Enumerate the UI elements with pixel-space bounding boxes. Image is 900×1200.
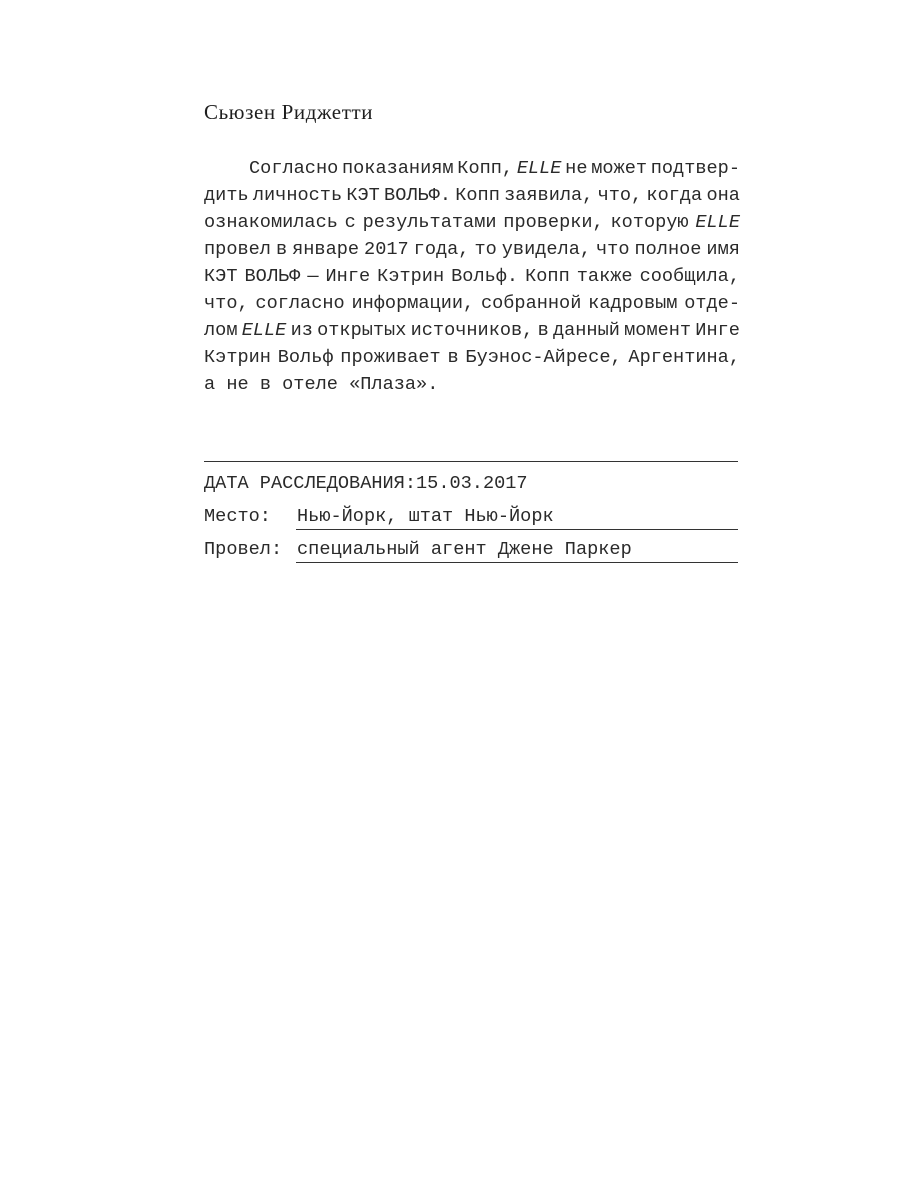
paragraph-word: она bbox=[706, 185, 740, 206]
place-row bbox=[204, 495, 738, 528]
paragraph-line bbox=[204, 263, 740, 290]
paragraph-line bbox=[204, 236, 740, 263]
paragraph-word: в bbox=[537, 320, 549, 341]
paragraph-line bbox=[204, 290, 740, 317]
paragraph-word: года, bbox=[413, 239, 470, 260]
paragraph-word: Согласно bbox=[249, 158, 339, 179]
paragraph-word: ВОЛЬФ. bbox=[384, 185, 451, 206]
paragraph-word: увидела, bbox=[501, 239, 592, 260]
place-field bbox=[296, 506, 738, 530]
paragraph-word: собранной bbox=[480, 293, 582, 314]
conducted-by-value: специальный агент Джене Паркер bbox=[297, 539, 632, 560]
conducted-by-label: Провел: bbox=[204, 539, 283, 560]
conducted-by-row bbox=[204, 528, 738, 561]
paragraph-word: ELLE bbox=[695, 212, 740, 233]
paragraph-word: Кэтрин bbox=[204, 347, 271, 368]
paragraph-word: момент bbox=[624, 320, 692, 341]
paragraph-word: в bbox=[275, 239, 288, 260]
paragraph-word: может bbox=[591, 158, 648, 179]
running-head: Сьюзен Риджетти bbox=[204, 100, 374, 124]
paragraph-word: Инге bbox=[695, 320, 740, 341]
paragraph-word: информации, bbox=[351, 293, 475, 314]
paragraph-word: когда bbox=[646, 185, 703, 206]
paragraph-word: проживает bbox=[340, 347, 441, 368]
paragraph-word: результатами bbox=[362, 212, 497, 233]
paragraph-word: Копп, bbox=[457, 158, 514, 179]
paragraph-word: Вольф bbox=[277, 347, 334, 368]
conducted-by-field bbox=[296, 539, 738, 563]
paragraph-line bbox=[204, 155, 740, 182]
investigation-date-row bbox=[204, 462, 738, 495]
paragraph-word: не bbox=[226, 374, 249, 395]
paragraph-word: Инге bbox=[325, 266, 371, 287]
paragraph-word: январе bbox=[292, 239, 360, 260]
paragraph-word: отеле bbox=[282, 374, 338, 395]
investigation-date-label: ДАТА РАССЛЕДОВАНИЯ: bbox=[204, 473, 417, 494]
paragraph-word: подтвер- bbox=[650, 158, 740, 179]
paragraph-word: данный bbox=[552, 320, 620, 341]
paragraph-word: которую bbox=[610, 212, 689, 233]
paragraph-word: ВОЛЬФ bbox=[244, 266, 301, 287]
paragraph-line bbox=[204, 371, 740, 398]
paragraph-word: сообщила, bbox=[639, 266, 740, 287]
paragraph-word: источников, bbox=[410, 320, 534, 341]
paragraph-word: КЭТ bbox=[346, 185, 380, 206]
paragraph-word: с bbox=[344, 212, 356, 233]
place-label: Место: bbox=[204, 506, 271, 527]
paragraph-line bbox=[204, 182, 740, 209]
investigation-date-value: 15.03.2017 bbox=[416, 473, 528, 494]
paragraph-line bbox=[204, 209, 740, 236]
paragraph-word: кадровым bbox=[588, 293, 678, 314]
paragraph-word: дить bbox=[204, 185, 249, 206]
paragraph-word: что, bbox=[597, 185, 643, 206]
paragraph-word: Копп bbox=[525, 266, 570, 287]
paragraph-word: Вольф. bbox=[451, 266, 519, 287]
paragraph-word: в bbox=[259, 374, 271, 395]
paragraph-word: из bbox=[290, 320, 313, 341]
paragraph-word: что, bbox=[204, 293, 249, 314]
paragraph-word: полное bbox=[634, 239, 702, 260]
place-value: Нью-Йорк, штат Нью-Йорк bbox=[297, 506, 554, 527]
paragraph-word: показаниям bbox=[341, 158, 454, 179]
paragraph-word: в bbox=[447, 347, 459, 368]
paragraph-word: что bbox=[596, 239, 630, 260]
paragraph-word: Копп bbox=[455, 185, 500, 206]
paragraph-word: личность bbox=[252, 185, 343, 206]
paragraph-word: также bbox=[576, 266, 633, 287]
body-paragraph bbox=[204, 155, 740, 398]
paragraph-word: заявила, bbox=[504, 185, 594, 206]
paragraph-word: Кэтрин bbox=[377, 266, 445, 287]
paragraph-word: проверки, bbox=[503, 212, 604, 233]
paragraph-word: открытых bbox=[317, 320, 407, 341]
paragraph-word: — bbox=[307, 266, 319, 287]
paragraph-word: «Плаза». bbox=[349, 374, 439, 395]
paragraph-word: КЭТ bbox=[204, 266, 238, 287]
paragraph-word: то bbox=[474, 239, 497, 260]
paragraph-word: ознакомилась bbox=[204, 212, 338, 233]
paragraph-word: а bbox=[204, 374, 216, 395]
paragraph-word: согласно bbox=[255, 293, 345, 314]
paragraph-word: Аргентина, bbox=[628, 347, 740, 368]
paragraph-line bbox=[204, 317, 740, 344]
paragraph-word: 2017 bbox=[364, 239, 409, 260]
paragraph-word: отде- bbox=[684, 293, 740, 314]
paragraph-word: не bbox=[565, 158, 588, 179]
paragraph-word: провел bbox=[204, 239, 271, 260]
paragraph-line bbox=[204, 344, 740, 371]
investigation-report-form bbox=[204, 461, 738, 561]
paragraph-word: имя bbox=[706, 239, 740, 260]
paragraph-word: Буэнос-Айресе, bbox=[465, 347, 622, 368]
paragraph-word: ELLE bbox=[516, 158, 562, 179]
paragraph-word: ELLE bbox=[241, 320, 287, 341]
paragraph-word: лом bbox=[204, 320, 238, 341]
